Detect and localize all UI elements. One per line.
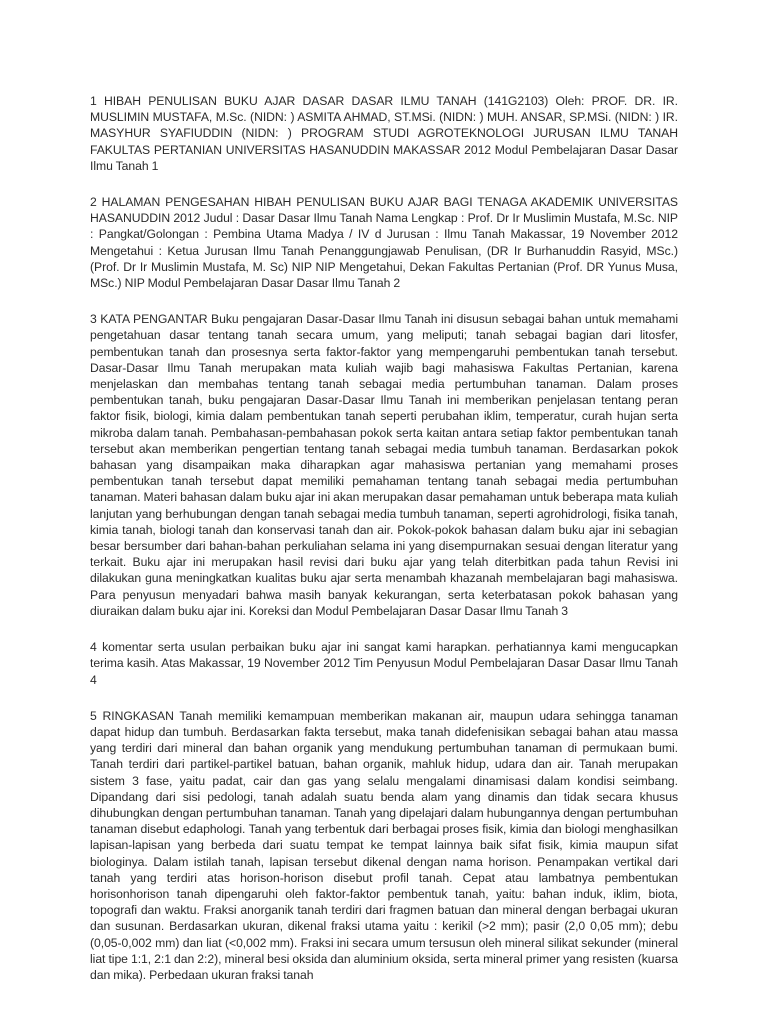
paragraph-title-page: 1 HIBAH PENULISAN BUKU AJAR DASAR DASAR ILMU TANAH (141G2103) Oleh: PROF. DR. IR. MUSLIMIN MUSTAFA, M.Sc. (NIDN: ) ASMITA AHMAD, ST.MSi. (NIDN: ) MUH. ANSAR, SP.MSi. (NIDN: ) IR. MASYHUR SYAFIUDDIN (NIDN: ) PROGRAM STUDI AGROTEKNOLOGI JURUSAN ILMU TANAH FAKULTAS PERTANIAN UNIVERSITAS HASANUDDIN MAKASSAR 2012 Modul Pembelajaran Dasar Dasar Ilmu Tanah 1 xyxy=(90,94,678,173)
document-page xyxy=(90,93,678,1003)
paragraph-summary: 5 RINGKASAN Tanah memiliki kemampuan memberikan makanan air, maupun udara sehingga tanaman dapat hidup dan tumbuh. Berdasarkan fakta tersebut, maka tanah didefenisikan sebagai bahan atau massa yang terdiri dari mineral dan bahan organik yang mendukung pertumbuhan tanaman di permukaan bumi. Tanah terdiri dari partikel-partikel batuan, bahan organik, mahluk hidup, udara dan air. Tanah merupakan sistem 3 fase, yaitu padat, cair dan gas yang selalu mengalami dinamisasi dalam kondisi seimbang. Dipandang dari sisi pedologi, tanah adalah suatu benda alam yang dinamis dan tidak secara khusus dihubungkan dengan pertumbuhan tanaman. Tanah yang dipelajari dalam hubungannya dengan pertumbuhan tanaman disebut edaphologi. Tanah yang terbentuk dari berbagai proses fisik, kimia dan biologi menghasilkan lapisan-lapisan yang berbeda dari suatu tempat ke tempat lainnya baik sifat fisik, kimia maupun sifat biologinya. Dalam istilah tanah, lapisan tersebut dikenal dengan nama horison. Penampakan vertikal dari tanah yang terdiri atas horison-horison disebut profil tanah. Cepat atau lambatnya pembentukan horisonhorison tanah dipengaruhi oleh faktor-faktor pembentuk tanah, yaitu: bahan induk, iklim, biota, topografi dan waktu. Fraksi anorganik tanah terdiri dari fragmen batuan dan mineral dengan berbagai ukuran dan susunan. Berdasarkan ukuran, dikenal fraksi utama yaitu : kerikil (>2 mm); pasir (2,0 0,05 mm); debu (0,05-0,002 mm) dan liat (<0,002 mm). Fraksi ini secara umum tersusun oleh mineral silikat sekunder (mineral liat tipe 1:1, 2:1 dan 2:2), mineral besi oksida dan aluminium oksida, serta mineral primer yang resisten (kuarsa dan mika). Perbedaan ukuran fraksi tanah xyxy=(90,708,678,982)
paragraph-preface-continued: 4 komentar serta usulan perbaikan buku ajar ini sangat kami harapkan. perhatiannya kami mengucapkan terima kasih. Atas Makassar, 19 November 2012 Tim Penyusun Modul Pembelajaran Dasar Dasar Ilmu Tanah 4 xyxy=(90,640,678,687)
paragraph-approval-page: 2 HALAMAN PENGESAHAN HIBAH PENULISAN BUKU AJAR BAGI TENAGA AKADEMIK UNIVERSITAS HASANUDDIN 2012 Judul : Dasar Dasar Ilmu Tanah Nama Lengkap : Prof. Dr Ir Muslimin Mustafa, M.Sc. NIP : Pangkat/Golongan : Pembina Utama Madya / IV d Jurusan : Ilmu Tanah Makassar, 19 November 2012 Mengetahui : Ketua Jurusan Ilmu Tanah Penanggungjawab Penulisan, (DR Ir Burhanuddin Rasyid, MSc.) (Prof. Dr Ir Muslimin Mustafa, M. Sc) NIP NIP Mengetahui, Dekan Fakultas Pertanian (Prof. DR Yunus Musa, MSc.) NIP Modul Pembelajaran Dasar Dasar Ilmu Tanah 2 xyxy=(90,195,678,291)
paragraph-preface: 3 KATA PENGANTAR Buku pengajaran Dasar-Dasar Ilmu Tanah ini disusun sebagai bahan untuk memahami pengetahuan dasar tentang tanah secara umum, yang meliputi; tanah sebagai bagian dari litosfer, pembentukan tanah dan prosesnya serta faktor-faktor yang mempengaruhi pembentukan tanah tersebut. Dasar-Dasar Ilmu Tanah merupakan mata kuliah wajib bagi mahasiswa Fakultas Pertanian, karena menjelaskan dan membahas tentang tanah sebagai media pertumbuhan tanaman. Dalam proses pembentukan tanah, buku pengajaran Dasar-Dasar Ilmu Tanah ini memberikan penjelasan tentang peran faktor fisik, biologi, kimia dalam pembentukan tanah seperti perubahan iklim, temperatur, curah hujan serta mikroba dalam tanah. Pembahasan-pembahasan pokok serta kaitan antara setiap faktor pembentukan tanah tersebut akan memberikan pengertian tentang tanah sebagai media tumbuh tanaman. Berdasarkan pokok bahasan yang disampaikan maka diharapkan agar mahasiswa pertanian yang memahami proses pembentukan tanah tersebut dapat memiliki pemahaman tentang tanah sebagai media pertumbuhan tanaman. Materi bahasan dalam buku ajar ini akan merupakan dasar pemahaman untuk beberapa mata kuliah lanjutan yang berhubungan dengan tanah sebagai media tumbuh tanaman, seperti agrohidrologi, fisika tanah, kimia tanah, biologi tanah dan konservasi tanah dan air. Pokok-pokok bahasan dalam buku ajar ini sebagian besar bersumber dari bahan-bahan perkuliahan selama ini yang disempurnakan sesuai dengan literatur yang terkait. Buku ajar ini merupakan hasil revisi dari buku ajar yang telah diterbitkan pada tahun Revisi ini dilakukan guna meningkatkan kualitas buku ajar serta menambah khazanah membelajaran bagi mahasiswa. Para penyusun menyadari bahwa masih banyak kekurangan, serta keterbatasan pokok bahasan yang diuraikan dalam buku ajar ini. Koreksi dan Modul Pembelajaran Dasar Dasar Ilmu Tanah 3 xyxy=(90,312,678,618)
